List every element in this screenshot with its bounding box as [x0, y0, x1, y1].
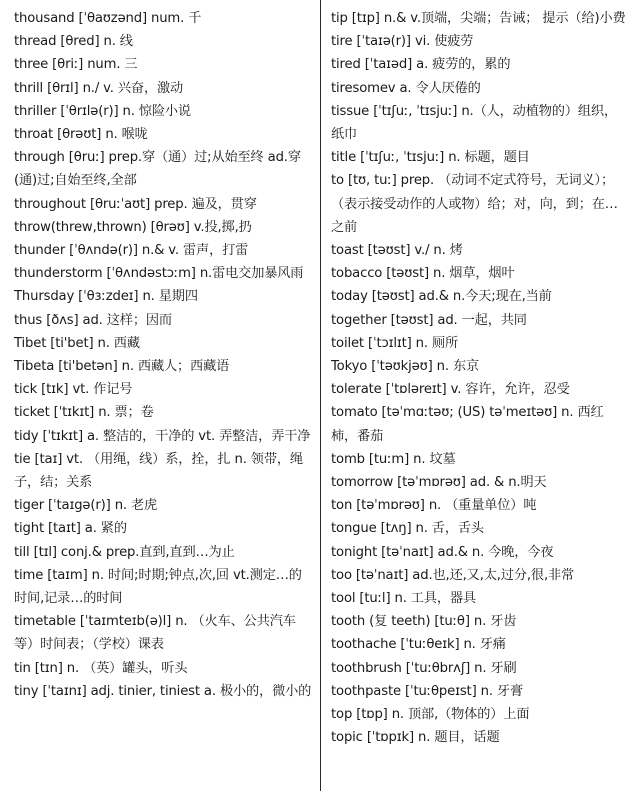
vocab-entry: Thursday [ˈθɜːzdeɪ] n. 星期四 — [14, 289, 198, 305]
vocab-entry: tissue [ˈtɪʃuː, ˈtɪsjuː] n.（人，动植物的）组织，纸巾 — [331, 103, 617, 143]
vocab-entry: tire [ˈtaɪə(r)] vi. 使疲劳 — [331, 34, 474, 50]
vocab-entry: till [tɪl] conj.& prep.直到,直到…为止 — [14, 544, 235, 560]
vocab-entry: thousand [ˈθaʊzənd] num. 千 — [14, 11, 202, 26]
vocab-entry: tired [ˈtaɪəd] a. 疲劳的，累的 — [331, 57, 511, 73]
vocab-entry: toothbrush [ˈtuːθbrʌʃ] n. 牙刷 — [331, 660, 517, 676]
vocab-entry: toothpaste [ˈtuːθpeɪst] n. 牙膏 — [331, 683, 523, 699]
vocab-entry: timetable [ˈtaɪmteɪb(ə)l] n. （火车、公共汽车等）时间表；（学校）课表 — [14, 614, 296, 653]
vocab-entry: together [təʊst] ad. 一起，共同 — [331, 312, 527, 328]
vocab-entry: tool [tuːl] n. 工具，器具 — [331, 591, 476, 607]
vocab-entry: top [tɒp] n. 顶部,（物体的）上面 — [331, 707, 530, 723]
vocab-entry: tie [taɪ] vt. （用绳，线）系，拴，扎 n. 领带，绳子，结；关系 — [14, 451, 303, 491]
vocab-entry: tip [tɪp] n.& v.顶端，尖端；告诫； 提示（给)小费 — [331, 11, 626, 26]
vocab-entry: today [təʊst] ad.& n.今天;现在,当前 — [331, 289, 552, 305]
vocab-entry: tick [tɪk] vt. 作记号 — [14, 382, 133, 398]
right-column — [331, 7, 629, 750]
vocab-entry: thus [ðʌs] ad. 这样；因而 — [14, 312, 172, 328]
vocab-entry: time [taɪm] n. 时间;时期;钟点,次,回 vt.测定…的时间,记录…的时间 — [14, 567, 302, 607]
vocab-entry: tomato [təˈmɑːtəʊ; (US) təˈmeɪtəʊ] n. 西红柿，番茄 — [331, 405, 604, 444]
vocab-entry: tiny [ˈtaɪnɪ] adj. tinier, tiniest a. 极小的，微小的 — [14, 683, 312, 699]
vocab-entry: Tokyo [ˈtəʊkjəʊ] n. 东京 — [331, 359, 480, 375]
vocab-entry: throw(threw,thrown) [θrəʊ] v.投,掷,扔 — [14, 219, 252, 235]
vocab-entry: throughout [θruːˈaʊt] prep. 遍及，贯穿 — [14, 196, 257, 212]
vocab-entry: tooth (复 teeth) [tuːθ] n. 牙齿 — [331, 614, 517, 630]
vocab-entry: toilet [ˈtɔɪlɪt] n. 厕所 — [331, 335, 459, 351]
vocab-entry: tongue [tʌŋ] n. 舌，舌头 — [331, 521, 484, 537]
vocab-entry: tomb [tuːm] n. 坟墓 — [331, 451, 456, 467]
vocab-entry: tonight [təˈnaɪt] ad.& n. 今晚，今夜 — [331, 544, 554, 560]
column-divider — [320, 0, 321, 791]
vocab-entry: thunderstorm [ˈθʌndəstɔːm] n.雷电交加暴风雨 — [14, 266, 304, 282]
vocab-entry: tomorrow [təˈmɒrəʊ] ad. & n.明天 — [331, 475, 547, 491]
vocab-entry: thread [θred] n. 线 — [14, 34, 133, 50]
vocab-entry: topic [ˈtɒpɪk] n. 题目，话题 — [331, 730, 500, 746]
vocab-entry: through [θruː] prep.穿（通）过;从始至终 ad.穿(通)过;自始至终,全部 — [14, 150, 301, 189]
vocab-entry: Tibeta [ti'betən] n. 西藏人；西藏语 — [14, 359, 230, 375]
vocab-entry: ton [təˈmɒrəʊ] n. （重量单位）吨 — [331, 498, 537, 514]
vocab-entry: tin [tɪn] n. （英）罐头，听头 — [14, 660, 188, 676]
vocab-entry: to [tʊ, tuː] prep. （动词不定式符号，无词义）；（表示接受动作的人或物）给；对，向，到；在…之前 — [331, 173, 618, 235]
vocab-entry: three [θriː] num. 三 — [14, 57, 138, 73]
vocab-entry: tobacco [təʊst] n. 烟草，烟叶 — [331, 266, 515, 282]
vocab-entry: tidy [ˈtɪkɪt] a. 整洁的，干净的 vt. 弄整洁，弄干净 — [14, 428, 311, 444]
vocab-entry: toast [təʊst] v./ n. 烤 — [331, 243, 463, 259]
vocab-entry: ticket [ˈtɪkɪt] n. 票；卷 — [14, 405, 154, 421]
vocab-entry: Tibet [ti'bet] n. 西藏 — [14, 335, 140, 351]
vocab-entry: throat [θrəʊt] n. 喉咙 — [14, 127, 148, 143]
vocab-entry: thrill [θrɪl] n./ v. 兴奋，激动 — [14, 80, 184, 96]
vocab-entry: thriller [ˈθrɪlə(r)] n. 惊险小说 — [14, 103, 191, 119]
vocab-entry: tight [taɪt] a. 紧的 — [14, 521, 127, 537]
vocab-entry: toothache [ˈtuːθeɪk] n. 牙痛 — [331, 637, 506, 653]
vocab-entry: title [ˈtɪʃuː, ˈtɪsjuː] n. 标题，题目 — [331, 150, 530, 166]
left-column — [14, 7, 314, 703]
vocab-entry: tiger [ˈtaɪgə(r)] n. 老虎 — [14, 498, 158, 514]
vocab-entry: too [təˈnaɪt] ad.也,还,又,太,过分,很,非常 — [331, 567, 575, 583]
vocab-entry: thunder [ˈθʌndə(r)] n.& v. 雷声，打雷 — [14, 243, 249, 259]
vocab-entry: tiresomev a. 令人厌倦的 — [331, 80, 481, 96]
vocab-entry: tolerate [ˈtɒləreɪt] v. 容许，允许，忍受 — [331, 382, 570, 398]
